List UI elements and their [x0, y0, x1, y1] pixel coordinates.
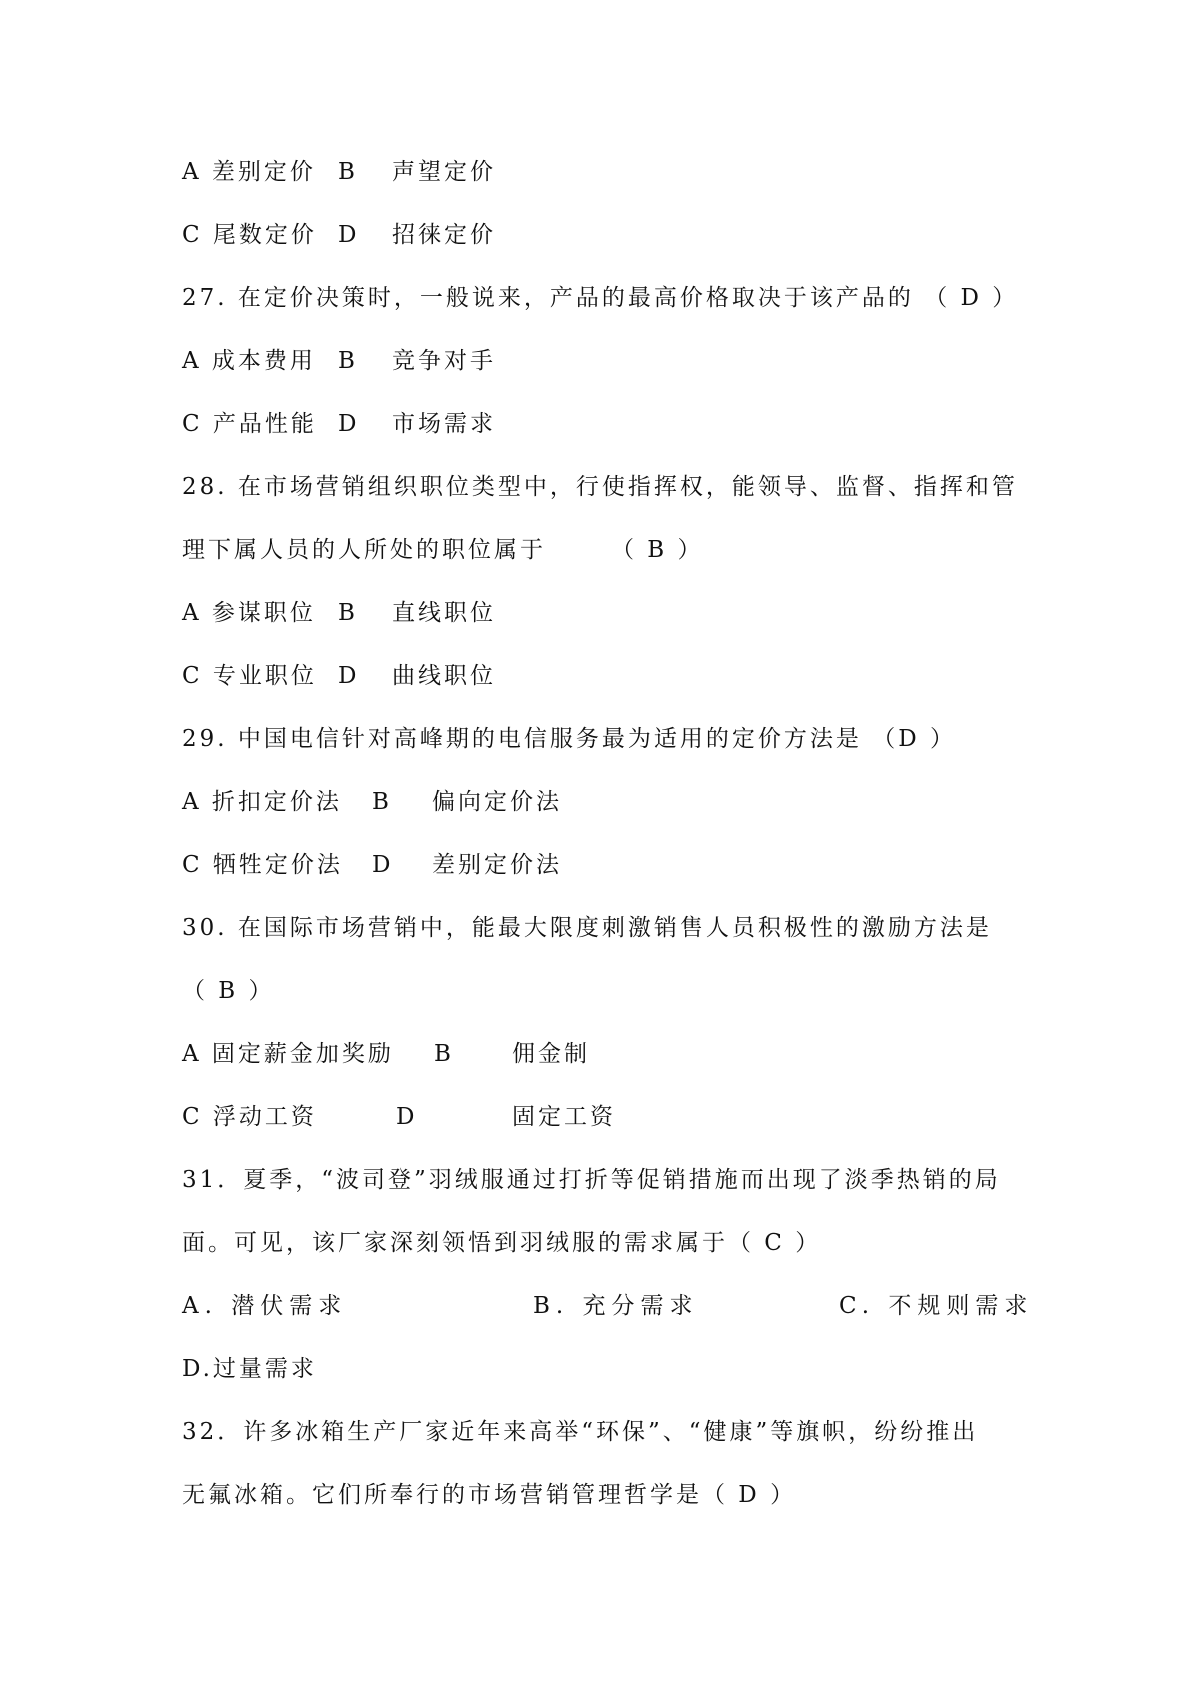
question-text: 无氟冰箱。它们所奉行的市场营销管理哲学是（ D ） [182, 1482, 797, 1508]
answer-bracket: （ B ） [611, 537, 704, 563]
option-d: D.过量需求 [182, 1356, 317, 1382]
option-d-letter: D [396, 1104, 418, 1130]
answer-bracket: （ B ） [182, 978, 275, 1004]
option-a: A 固定薪金加奖励 [182, 1041, 394, 1067]
option-c: C 专业职位 [182, 663, 317, 689]
option-d-text: 招徕定价 [392, 222, 496, 248]
question-text: 面。可见，该厂家深刻领悟到羽绒服的需求属于（ C ） [182, 1230, 822, 1256]
option-b-text: 声望定价 [392, 159, 496, 185]
option-d-letter: D [338, 222, 360, 248]
option-d-text: 市场需求 [392, 411, 496, 437]
option-d-text: 曲线职位 [392, 663, 496, 689]
option-b-text: 佣金制 [512, 1041, 590, 1067]
option-b-letter: B [338, 600, 358, 626]
option-c: C. 不规则需求 [839, 1293, 1034, 1319]
option-d-text: 固定工资 [512, 1104, 616, 1130]
option-b-text: 直线职位 [392, 600, 496, 626]
option-d-text: 差别定价法 [432, 852, 562, 878]
option-a: A 折扣定价法 [182, 789, 342, 815]
option-d-letter: D [338, 411, 360, 437]
question-text: 29. 中国电信针对高峰期的电信服务最为适用的定价方法是 （D ） [182, 726, 956, 752]
question-text: 32．许多冰箱生产厂家近年来高举“环保”、“健康”等旗帜，纷纷推出 [182, 1419, 979, 1445]
option-b-letter: B [338, 348, 358, 374]
option-a: A. 潜伏需求 [182, 1293, 348, 1319]
option-b-letter: B [372, 789, 392, 815]
question-text: 30. 在国际市场营销中，能最大限度刺激销售人员积极性的激励方法是 [182, 915, 992, 941]
option-b: B. 充分需求 [533, 1293, 699, 1319]
option-c: C 牺牲定价法 [182, 852, 343, 878]
option-a: A 差别定价 [182, 159, 316, 185]
option-d-letter: D [372, 852, 394, 878]
option-b-text: 竞争对手 [392, 348, 496, 374]
question-text: 27. 在定价决策时，一般说来，产品的最高价格取决于该产品的 （ D ） [182, 285, 1019, 311]
option-c: C 产品性能 [182, 411, 317, 437]
option-b-letter: B [434, 1041, 454, 1067]
option-b-text: 偏向定价法 [432, 789, 562, 815]
question-text: 31．夏季，“波司登”羽绒服通过打折等促销措施而出现了淡季热销的局 [182, 1167, 1001, 1193]
option-c: C 浮动工资 [182, 1104, 317, 1130]
option-d-letter: D [338, 663, 360, 689]
question-text: 28. 在市场营销组织职位类型中，行使指挥权，能领导、监督、指挥和管 [182, 474, 1018, 500]
option-c: C 尾数定价 [182, 222, 317, 248]
question-32-continued [182, 1480, 797, 1570]
option-a: A 成本费用 [182, 348, 316, 374]
option-a: A 参谋职位 [182, 600, 316, 626]
option-b-letter: B [338, 159, 358, 185]
question-text: 理下属人员的人所处的职位属于 [182, 537, 546, 563]
